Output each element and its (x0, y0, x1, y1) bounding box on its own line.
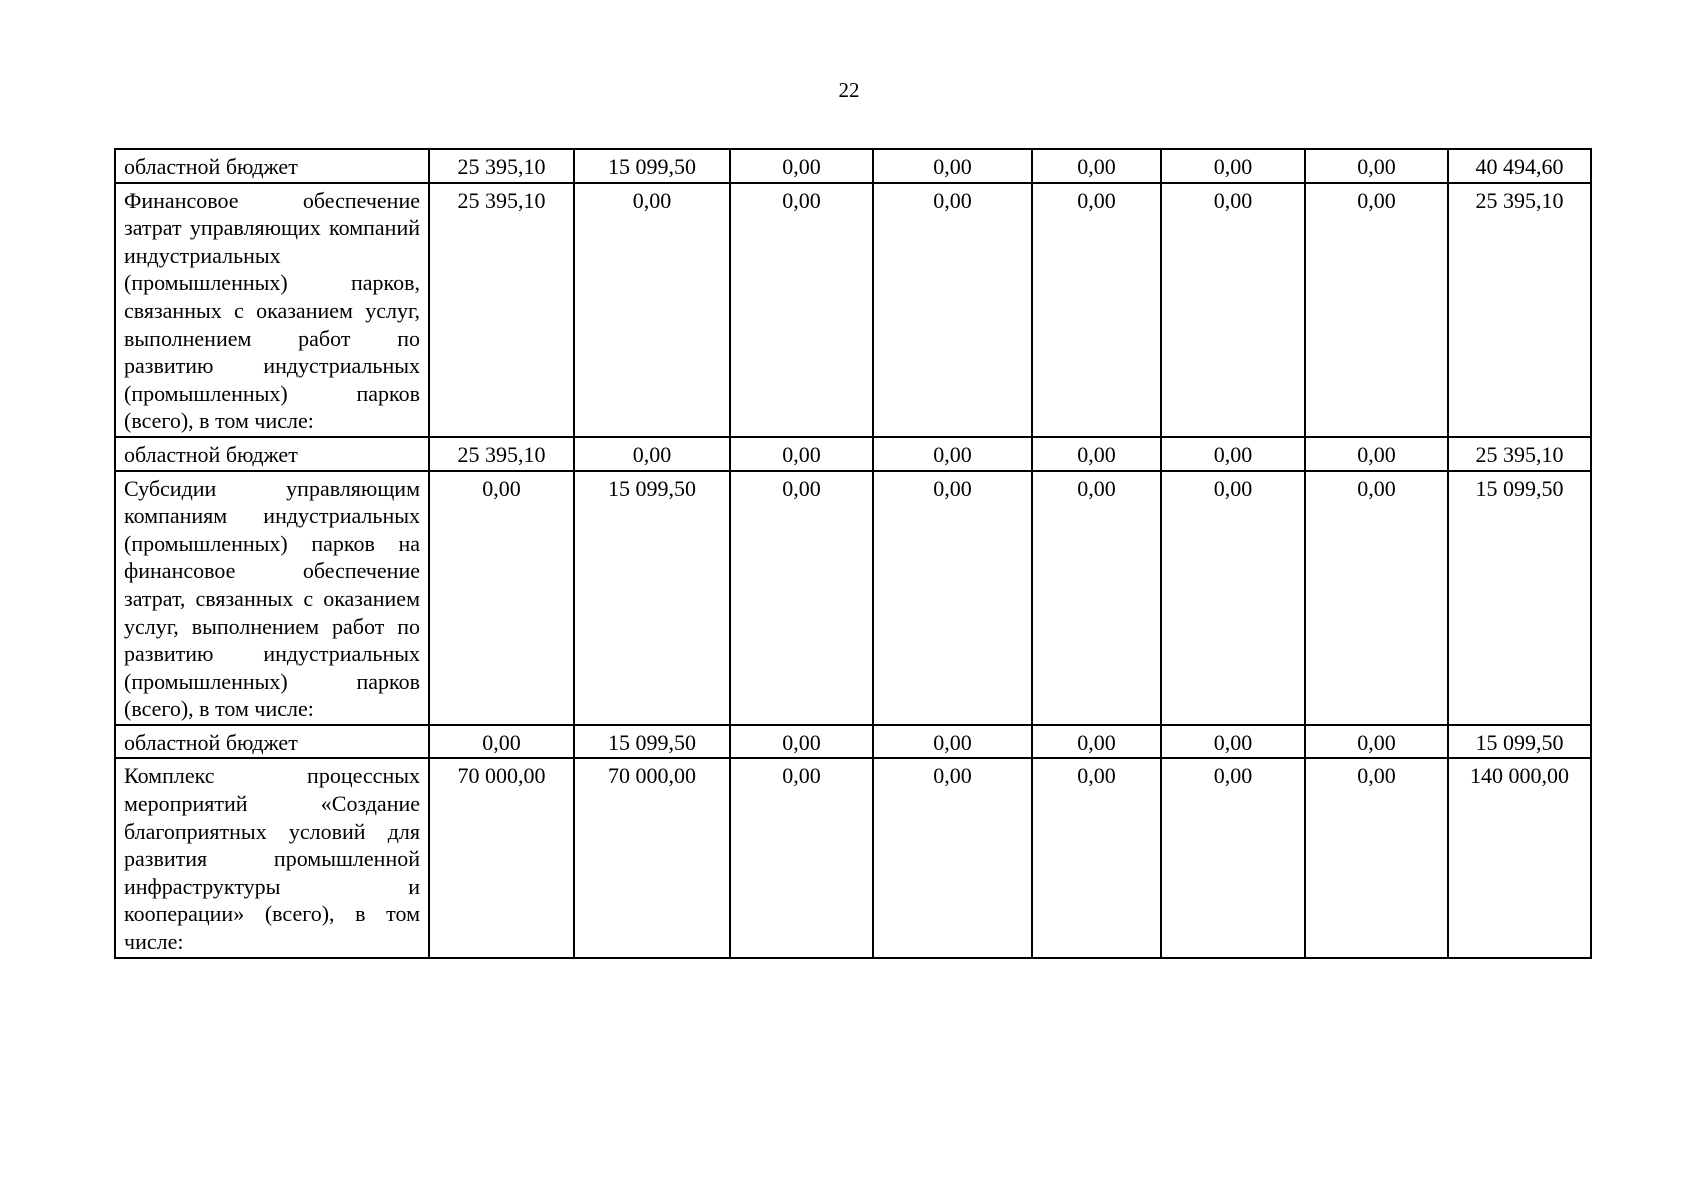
table-row (115, 758, 1591, 957)
table-row (115, 149, 1591, 183)
total-cell: 25 395,10 (1448, 437, 1591, 471)
value-cell: 0,00 (1032, 183, 1161, 437)
value-cell: 0,00 (873, 725, 1032, 759)
table-row (115, 437, 1591, 471)
row-label: Финансовое обеспечение затрат управляющих компаний индустриальных (промышленных) парков, связанных с оказанием услуг, выполнением работ по развитию индустриальных (промышленных) парков (всего), в том числе: (115, 183, 429, 437)
total-cell: 25 395,10 (1448, 183, 1591, 437)
value-cell: 0,00 (1161, 183, 1305, 437)
value-cell: 70 000,00 (429, 758, 574, 957)
value-cell: 25 395,10 (429, 149, 574, 183)
table-row (115, 183, 1591, 437)
value-cell: 0,00 (574, 183, 730, 437)
budget-table (114, 148, 1592, 959)
total-cell: 140 000,00 (1448, 758, 1591, 957)
value-cell: 0,00 (1305, 149, 1448, 183)
value-cell: 0,00 (730, 183, 873, 437)
value-cell: 0,00 (1032, 758, 1161, 957)
value-cell: 0,00 (873, 183, 1032, 437)
value-cell: 0,00 (1305, 725, 1448, 759)
row-label: областной бюджет (115, 725, 429, 759)
value-cell: 70 000,00 (574, 758, 730, 957)
value-cell: 0,00 (730, 437, 873, 471)
value-cell: 0,00 (1032, 725, 1161, 759)
value-cell: 0,00 (1032, 149, 1161, 183)
total-cell: 15 099,50 (1448, 471, 1591, 725)
value-cell: 0,00 (1161, 437, 1305, 471)
value-cell: 15 099,50 (574, 471, 730, 725)
value-cell: 0,00 (1305, 183, 1448, 437)
value-cell: 0,00 (873, 149, 1032, 183)
value-cell: 0,00 (1305, 471, 1448, 725)
value-cell: 15 099,50 (574, 149, 730, 183)
page-number: 22 (838, 78, 860, 102)
value-cell: 15 099,50 (574, 725, 730, 759)
table-row (115, 471, 1591, 725)
value-cell: 0,00 (1032, 437, 1161, 471)
value-cell: 0,00 (574, 437, 730, 471)
value-cell: 0,00 (730, 758, 873, 957)
value-cell: 0,00 (1161, 149, 1305, 183)
value-cell: 0,00 (1305, 758, 1448, 957)
value-cell: 25 395,10 (429, 437, 574, 471)
value-cell: 0,00 (1161, 725, 1305, 759)
value-cell: 0,00 (1305, 437, 1448, 471)
value-cell: 0,00 (1161, 471, 1305, 725)
value-cell: 25 395,10 (429, 183, 574, 437)
value-cell: 0,00 (429, 725, 574, 759)
value-cell: 0,00 (730, 471, 873, 725)
total-cell: 40 494,60 (1448, 149, 1591, 183)
value-cell: 0,00 (730, 149, 873, 183)
value-cell: 0,00 (873, 437, 1032, 471)
value-cell: 0,00 (873, 471, 1032, 725)
value-cell: 0,00 (1161, 758, 1305, 957)
value-cell: 0,00 (429, 471, 574, 725)
row-label: Комплекс процессных мероприятий «Создание благоприятных условий для развития промышленной инфраструктуры и кооперации» (всего), в том числе: (115, 758, 429, 957)
row-label: Субсидии управляющим компаниям индустриальных (промышленных) парков на финансовое обеспечение затрат, связанных с оказанием услуг, выполнением работ по развитию индустриальных (промышленных) парков (всего), в том числе: (115, 471, 429, 725)
total-cell: 15 099,50 (1448, 725, 1591, 759)
value-cell: 0,00 (873, 758, 1032, 957)
table-row (115, 725, 1591, 759)
row-label: областной бюджет (115, 149, 429, 183)
row-label: областной бюджет (115, 437, 429, 471)
value-cell: 0,00 (730, 725, 873, 759)
value-cell: 0,00 (1032, 471, 1161, 725)
